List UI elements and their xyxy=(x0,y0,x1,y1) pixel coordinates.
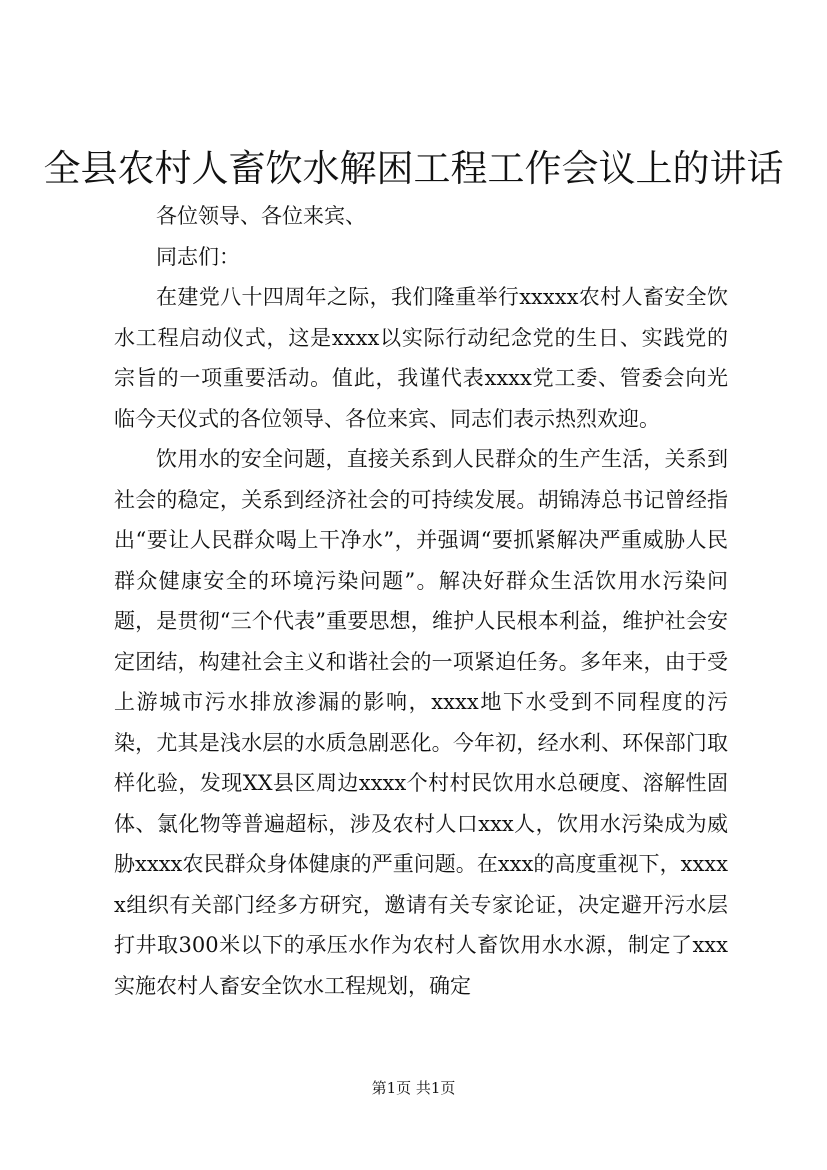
opening-paragraph: 在建党八十四周年之际，我们隆重举行xxxxx农村人畜安全饮水工程启动仪式，这是xxxx以实际行动纪念党的生日、实践党的宗旨的一项重要活动。值此，我谨代表xxxx党工委、管委会向光临今天仪式的各位领导、各位来宾、同志们表示热烈欢迎。 xyxy=(114,285,728,431)
document-body xyxy=(114,196,728,1006)
page-footer: 第1页 共1页 xyxy=(371,1079,456,1097)
salutation-paragraph: 各位领导、各位来宾、 xyxy=(156,204,366,228)
water-safety-paragraph: 饮用水的安全问题，直接关系到人民群众的生产生活，关系到社会的稳定，关系到经济社会的可持续发展。胡锦涛总书记曾经指出“要让人民群众喝上干净水”，并强调“要抓紧解决严重威胁人民群众健康安全的环境污染问题”。解决好群众生活饮用水污染问题，是贯彻“三个代表”重要思想，维护人民根本利益，维护社会安定团结，构建社会主义和谐社会的一项紧迫任务。多年来，由于受上游城市污水排放渗漏的影响，xxxx地下水受到不同程度的污染，尤其是浅水层的水质急剧恶化。今年初，经水利、环保部门取样化验，发现XX县区周边xxxx个村村民饮用水总硬度、溶解性固体、氯化物等普遍超标，涉及农村人口xxx人，饮用水污染成为威胁xxxx农民群众身体健康的严重问题。在xxx的高度重视下，xxxxx组织有关部门经多方研究，邀请有关专家论证，决定避开污水层打井取300米以下的承压水作为农村人畜饮用水水源，制定了xxx实施农村人畜安全饮水工程规划，确定 xyxy=(114,447,728,998)
document-title: 全县农村人畜饮水解困工程工作会议上的讲话 xyxy=(43,147,784,190)
salutation-comrades-paragraph: 同志们： xyxy=(156,244,240,269)
